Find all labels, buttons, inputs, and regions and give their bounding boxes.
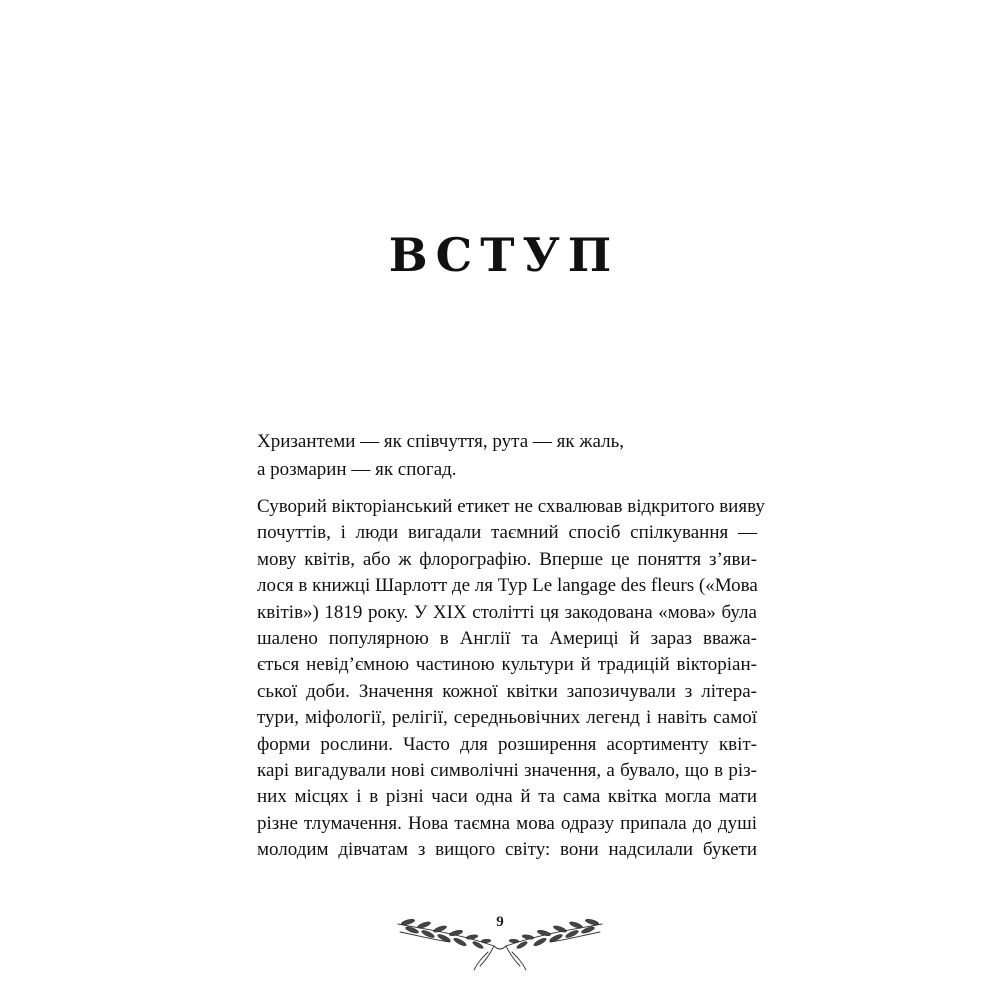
body-line: молодим дівчатам з вищого світу: вони надсилали букети <box>257 839 757 861</box>
body-line: Суворий вікторіанський етикет не схвалював відкритого вияву <box>257 496 765 517</box>
body-line: шалено популярною в Англії та Америці й зараз вважа- <box>257 628 757 650</box>
body-line: ється невід’ємною частиною культури й традицій вікторіан- <box>257 654 757 676</box>
body-line: ської доби. Значення кожної квітки запозичували з літера- <box>257 680 757 702</box>
body-line: квітів») 1819 року. У XIX столітті ця закодована «мова» була <box>257 601 757 623</box>
body-line: почуттів, і люди вигадали таємний спосіб спілкування — <box>257 522 757 544</box>
body-paragraph <box>257 494 765 864</box>
body-line: тури, міфології, релігії, середньовічних легенд і навіть самої <box>257 707 757 729</box>
epigraph <box>257 428 777 483</box>
chapter-title: ВСТУП <box>388 228 620 282</box>
epigraph-line: а розмарин — як спогад. <box>257 458 457 480</box>
body-line: різне тлумачення. Нова таємна мова одразу припала до душі <box>257 812 757 834</box>
page-number: 9 <box>496 914 504 930</box>
body-line: них місцях і в різні часи одна й та сама квітка могла мати <box>257 786 757 808</box>
body-line: мову квітів, або ж флорографію. Вперше це поняття з’яви- <box>257 548 757 570</box>
body-line: лося в книжці Шарлотт де ля Тур Le langage des fleurs («Мова <box>257 575 758 597</box>
epigraph-line: Хризантеми — як співчуття, рута — як жаль, <box>257 431 624 452</box>
body-line: карі вигадували нові символічні значення, а бувало, що в різ- <box>257 760 757 782</box>
page-footer <box>390 912 610 974</box>
body-line: форми рослини. Часто для розширення асортименту квіт- <box>257 733 757 755</box>
